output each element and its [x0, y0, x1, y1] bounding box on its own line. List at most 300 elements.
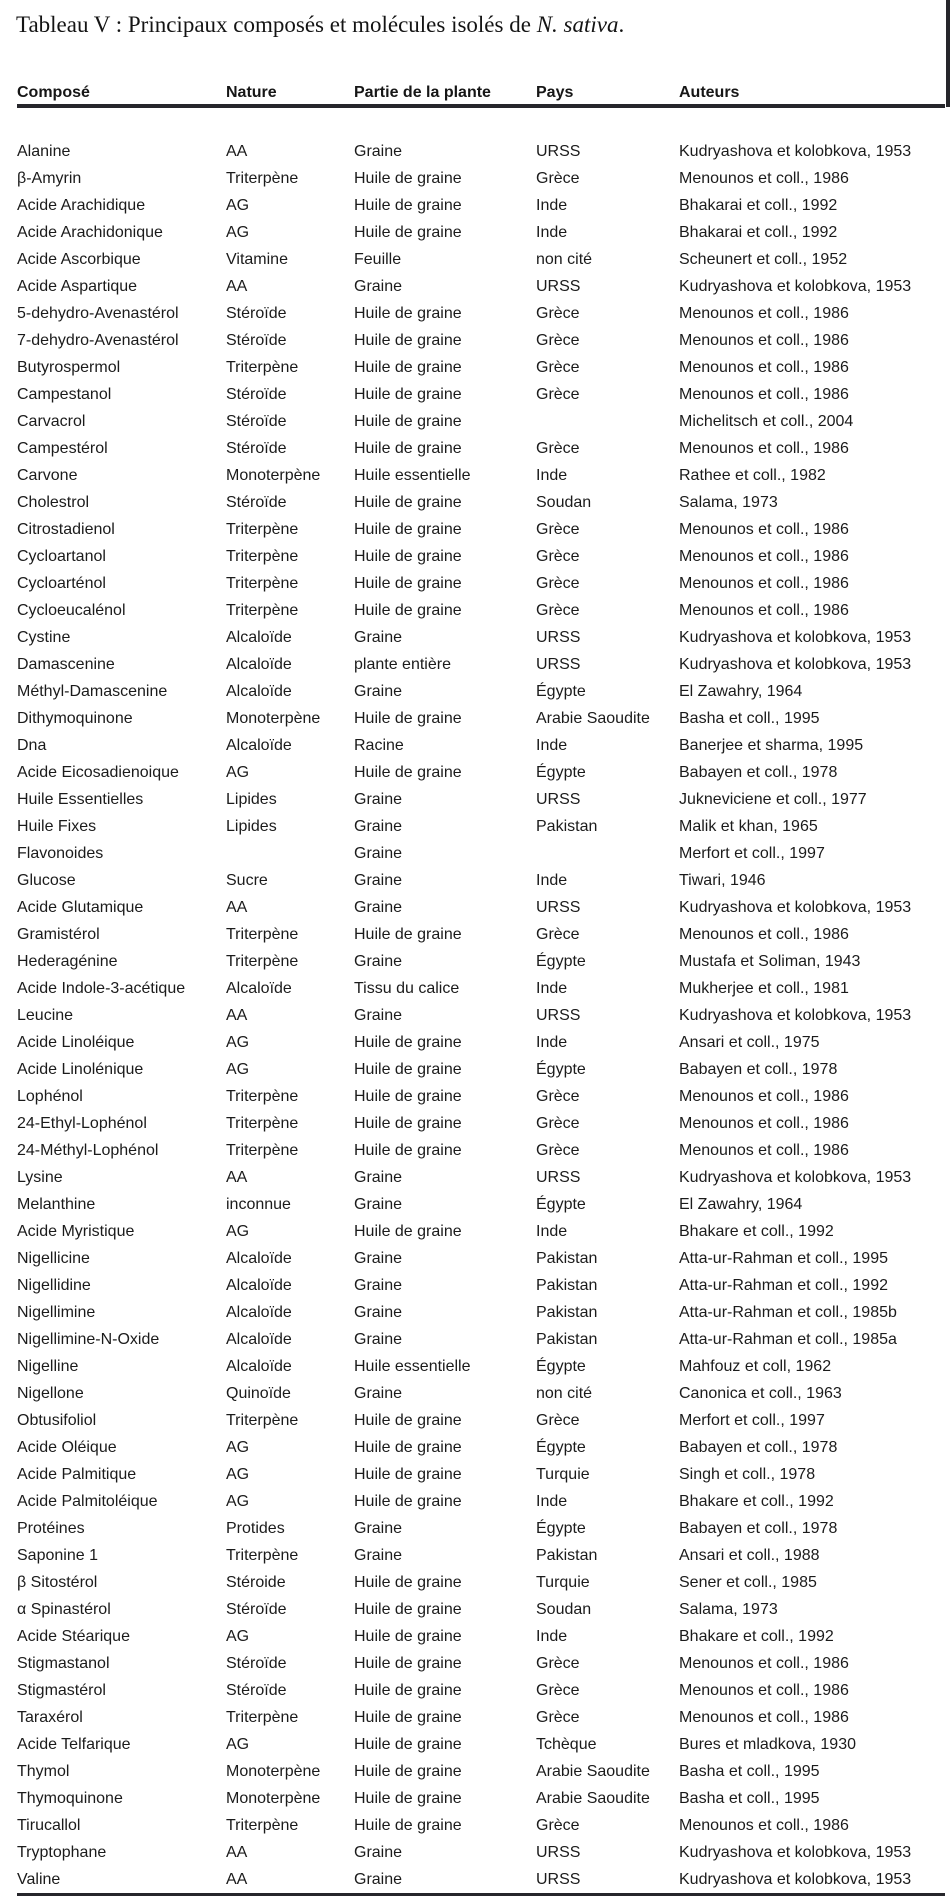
- cell-compose: β-Amyrin: [17, 170, 82, 187]
- cell-compose: Saponine 1: [17, 1547, 98, 1564]
- cell-nature: Triterpène: [226, 1547, 299, 1564]
- cell-nature: Alcaloïde: [226, 1331, 292, 1348]
- cell-partie: Huile de graine: [354, 1223, 462, 1240]
- cell-compose: Lysine: [17, 1169, 63, 1186]
- cell-pays: Pakistan: [536, 1331, 598, 1348]
- cell-auteurs: Jukneviciene et coll., 1977: [679, 791, 867, 808]
- cell-partie: Huile de graine: [354, 1493, 462, 1510]
- cell-partie: Huile de graine: [354, 1817, 462, 1834]
- cell-nature: Stéroide: [226, 1574, 286, 1591]
- cell-partie: Huile de graine: [354, 1439, 462, 1456]
- cell-auteurs: Menounos et coll., 1986: [679, 305, 849, 322]
- cell-compose: Nigellicine: [17, 1250, 90, 1267]
- table-row: [17, 1866, 945, 1893]
- cell-pays: Inde: [536, 467, 568, 484]
- cell-compose: Acide Palmitoléique: [17, 1493, 158, 1510]
- cell-partie: Graine: [354, 953, 403, 970]
- cell-compose: Cycloartanol: [17, 548, 106, 565]
- cell-compose: β Sitostérol: [17, 1574, 98, 1591]
- cell-auteurs: Menounos et coll., 1986: [679, 1709, 849, 1726]
- cell-auteurs: Bhakarai et coll., 1992: [679, 224, 838, 241]
- cell-compose: Stigmastanol: [17, 1655, 110, 1672]
- cell-nature: AA: [226, 278, 248, 295]
- cell-compose: Campestérol: [17, 440, 108, 457]
- cell-compose: Lophénol: [17, 1088, 83, 1105]
- table-row: [17, 1380, 945, 1407]
- cell-compose: Melanthine: [17, 1196, 96, 1213]
- cell-nature: Triterpène: [226, 1142, 299, 1159]
- cell-compose: Butyrospermol: [17, 359, 121, 376]
- table-row: [17, 1758, 945, 1785]
- cell-pays: Inde: [536, 872, 568, 889]
- cell-pays: Grèce: [536, 305, 580, 322]
- cell-pays: URSS: [536, 1007, 581, 1024]
- cell-nature: Stéroïde: [226, 1655, 287, 1672]
- table-row: [17, 1353, 945, 1380]
- table-row: [17, 1542, 945, 1569]
- cell-pays: Égypte: [536, 953, 586, 970]
- table-row: [17, 1137, 945, 1164]
- cell-compose: Acide Myristique: [17, 1223, 135, 1240]
- cell-partie: Huile de graine: [354, 494, 462, 511]
- cell-pays: Grèce: [536, 332, 580, 349]
- cell-auteurs: Menounos et coll., 1986: [679, 1682, 849, 1699]
- cell-compose: Glucose: [17, 872, 76, 889]
- column-header-pays: Pays: [536, 85, 574, 101]
- cell-nature: Alcaloïde: [226, 629, 292, 646]
- table-row: [17, 651, 945, 678]
- cell-compose: Cycloarténol: [17, 575, 106, 592]
- cell-pays: Égypte: [536, 1439, 586, 1456]
- cell-partie: Racine: [354, 737, 404, 754]
- cell-pays: Égypte: [536, 1061, 586, 1078]
- cell-pays: Grèce: [536, 548, 580, 565]
- table-row: [17, 1407, 945, 1434]
- cell-nature: Alcaloïde: [226, 737, 292, 754]
- cell-auteurs: Kudryashova et kolobkova, 1953: [679, 278, 912, 295]
- cell-auteurs: Menounos et coll., 1986: [679, 548, 849, 565]
- cell-auteurs: Menounos et coll., 1986: [679, 170, 849, 187]
- cell-pays: Grèce: [536, 1412, 580, 1429]
- table-row: [17, 1569, 945, 1596]
- cell-compose: α Spinastérol: [17, 1601, 111, 1618]
- table-row: [17, 678, 945, 705]
- cell-compose: 24-Méthyl-Lophénol: [17, 1142, 159, 1159]
- cell-auteurs: El Zawahry, 1964: [679, 683, 803, 700]
- cell-nature: Triterpène: [226, 1088, 299, 1105]
- cell-nature: AA: [226, 1871, 248, 1888]
- cell-partie: Graine: [354, 143, 403, 160]
- cell-pays: Grèce: [536, 1817, 580, 1834]
- cell-pays: Arabie Saoudite: [536, 1790, 650, 1807]
- cell-partie: Huile de graine: [354, 575, 462, 592]
- cell-pays: non cité: [536, 251, 593, 268]
- cell-partie: Huile de graine: [354, 359, 462, 376]
- cell-pays: Grèce: [536, 1088, 580, 1105]
- cell-compose: Acide Eicosadienoique: [17, 764, 179, 781]
- table-row: [17, 273, 945, 300]
- table-row: [17, 1245, 945, 1272]
- cell-partie: Huile de graine: [354, 548, 462, 565]
- cell-pays: Grèce: [536, 359, 580, 376]
- cell-partie: Huile de graine: [354, 170, 462, 187]
- table-row: [17, 1434, 945, 1461]
- cell-pays: Grèce: [536, 1709, 580, 1726]
- cell-auteurs: Banerjee et sharma, 1995: [679, 737, 864, 754]
- cell-pays: Inde: [536, 1223, 568, 1240]
- cell-partie: Huile de graine: [354, 1034, 462, 1051]
- cell-pays: Grèce: [536, 1115, 580, 1132]
- cell-auteurs: Menounos et coll., 1986: [679, 1088, 849, 1105]
- cell-nature: Stéroïde: [226, 332, 287, 349]
- cell-pays: Pakistan: [536, 1547, 598, 1564]
- table-row: [17, 759, 945, 786]
- table-row: [17, 1515, 945, 1542]
- cell-nature: AG: [226, 1466, 250, 1483]
- table-row: [17, 138, 945, 165]
- table-row: [17, 1272, 945, 1299]
- cell-partie: plante entière: [354, 656, 451, 673]
- table-title-species: N. sativa: [536, 12, 619, 37]
- cell-nature: AG: [226, 1736, 250, 1753]
- cell-nature: AG: [226, 224, 250, 241]
- cell-partie: Graine: [354, 1547, 403, 1564]
- cell-nature: Triterpène: [226, 1115, 299, 1132]
- cell-compose: Acide Palmitique: [17, 1466, 137, 1483]
- table-row: [17, 1002, 945, 1029]
- cell-auteurs: Menounos et coll., 1986: [679, 332, 849, 349]
- cell-auteurs: Merfort et coll., 1997: [679, 1412, 825, 1429]
- table-row: [17, 1110, 945, 1137]
- cell-pays: Grèce: [536, 926, 580, 943]
- cell-auteurs: Salama, 1973: [679, 1601, 778, 1618]
- cell-auteurs: Atta-ur-Rahman et coll., 1985b: [679, 1304, 897, 1321]
- cell-compose: Flavonoides: [17, 845, 104, 862]
- cell-partie: Huile essentielle: [354, 1358, 471, 1375]
- cell-partie: Graine: [354, 629, 403, 646]
- cell-compose: Acide Arachidique: [17, 197, 146, 214]
- cell-nature: inconnue: [226, 1196, 291, 1213]
- cell-auteurs: Singh et coll., 1978: [679, 1466, 816, 1483]
- cell-pays: Pakistan: [536, 1277, 598, 1294]
- cell-compose: Nigellimine-N-Oxide: [17, 1331, 160, 1348]
- cell-nature: Triterpène: [226, 170, 299, 187]
- table-row: [17, 489, 945, 516]
- table-row: [17, 1083, 945, 1110]
- cell-partie: Huile de graine: [354, 305, 462, 322]
- cell-compose: Acide Oléique: [17, 1439, 117, 1456]
- cell-partie: Huile de graine: [354, 1088, 462, 1105]
- cell-partie: Huile de graine: [354, 1736, 462, 1753]
- table-row: [17, 1731, 945, 1758]
- cell-pays: Inde: [536, 980, 568, 997]
- cell-auteurs: Malik et khan, 1965: [679, 818, 818, 835]
- cell-auteurs: Menounos et coll., 1986: [679, 575, 849, 592]
- table-row: [17, 1704, 945, 1731]
- cell-nature: AG: [226, 1439, 250, 1456]
- cell-pays: Grèce: [536, 170, 580, 187]
- table-row: [17, 813, 945, 840]
- cell-pays: non cité: [536, 1385, 593, 1402]
- cell-pays: Inde: [536, 1034, 568, 1051]
- cell-pays: Grèce: [536, 575, 580, 592]
- cell-auteurs: Michelitsch et coll., 2004: [679, 413, 854, 430]
- cell-auteurs: Rathee et coll., 1982: [679, 467, 826, 484]
- table-row: [17, 732, 945, 759]
- table-header-row: [17, 85, 945, 108]
- cell-compose: Acide Indole-3-acétique: [17, 980, 186, 997]
- cell-auteurs: Kudryashova et kolobkova, 1953: [679, 1844, 912, 1861]
- cell-compose: Campestanol: [17, 386, 112, 403]
- cell-nature: AG: [226, 764, 250, 781]
- cell-auteurs: El Zawahry, 1964: [679, 1196, 803, 1213]
- cell-compose: Huile Essentielles: [17, 791, 144, 808]
- cell-pays: Grèce: [536, 521, 580, 538]
- table-row: [17, 1812, 945, 1839]
- cell-auteurs: Atta-ur-Rahman et coll., 1995: [679, 1250, 888, 1267]
- cell-auteurs: Mustafa et Soliman, 1943: [679, 953, 861, 970]
- table-row: [17, 1461, 945, 1488]
- cell-auteurs: Menounos et coll., 1986: [679, 359, 849, 376]
- cell-nature: Stéroïde: [226, 386, 287, 403]
- column-header-nature: Nature: [226, 85, 277, 101]
- cell-pays: URSS: [536, 1844, 581, 1861]
- cell-auteurs: Mahfouz et coll, 1962: [679, 1358, 832, 1375]
- cell-compose: 7-dehydro-Avenastérol: [17, 332, 179, 349]
- cell-pays: Inde: [536, 1493, 568, 1510]
- cell-pays: Soudan: [536, 494, 592, 511]
- cell-auteurs: Ansari et coll., 1988: [679, 1547, 820, 1564]
- cell-auteurs: Basha et coll., 1995: [679, 1790, 820, 1807]
- cell-partie: Huile de graine: [354, 197, 462, 214]
- cell-pays: [536, 840, 679, 867]
- cell-partie: Graine: [354, 1520, 403, 1537]
- cell-compose: Acide Aspartique: [17, 278, 138, 295]
- table-row: [17, 1218, 945, 1245]
- cell-partie: Huile de graine: [354, 332, 462, 349]
- table-row: [17, 1650, 945, 1677]
- cell-pays: URSS: [536, 629, 581, 646]
- table-row: [17, 1191, 945, 1218]
- cell-auteurs: Tiwari, 1946: [679, 872, 766, 889]
- cell-compose: Valine: [17, 1871, 61, 1888]
- cell-pays: Tchèque: [536, 1736, 597, 1753]
- cell-pays: URSS: [536, 143, 581, 160]
- cell-partie: Huile de graine: [354, 1142, 462, 1159]
- cell-nature: Monoterpène: [226, 467, 321, 484]
- cell-partie: Graine: [354, 278, 403, 295]
- cell-nature: AA: [226, 899, 248, 916]
- table-row: [17, 1623, 945, 1650]
- table-row: [17, 975, 945, 1002]
- cell-auteurs: Kudryashova et kolobkova, 1953: [679, 1169, 912, 1186]
- cell-nature: Triterpène: [226, 953, 299, 970]
- cell-pays: Grèce: [536, 1655, 580, 1672]
- cell-compose: Nigellimine: [17, 1304, 96, 1321]
- table-row: [17, 948, 945, 975]
- cell-compose: Carvone: [17, 467, 78, 484]
- cell-partie: Huile de graine: [354, 1574, 462, 1591]
- table-row: [17, 165, 945, 192]
- cell-compose: Citrostadienol: [17, 521, 115, 538]
- cell-auteurs: Menounos et coll., 1986: [679, 1817, 849, 1834]
- cell-compose: Nigellone: [17, 1385, 84, 1402]
- cell-auteurs: Kudryashova et kolobkova, 1953: [679, 1007, 912, 1024]
- table-row: [17, 570, 945, 597]
- cell-compose: Cycloeucalénol: [17, 602, 126, 619]
- table-row: [17, 786, 945, 813]
- table-row: [17, 1785, 945, 1812]
- table-row: [17, 1029, 945, 1056]
- table-row: [17, 705, 945, 732]
- table-row: [17, 1056, 945, 1083]
- cell-pays: Arabie Saoudite: [536, 710, 650, 727]
- cell-partie: Graine: [354, 1844, 403, 1861]
- cell-pays: Inde: [536, 1628, 568, 1645]
- page-edge-line: [946, 0, 950, 107]
- cell-nature: [226, 840, 354, 867]
- cell-auteurs: Ansari et coll., 1975: [679, 1034, 820, 1051]
- table-row: [17, 300, 945, 327]
- cell-compose: Leucine: [17, 1007, 74, 1024]
- cell-pays: Égypte: [536, 764, 586, 781]
- cell-compose: Alanine: [17, 143, 71, 160]
- column-header-partie: Partie de la plante: [354, 85, 491, 101]
- cell-auteurs: Bhakare et coll., 1992: [679, 1628, 834, 1645]
- cell-partie: Huile de graine: [354, 602, 462, 619]
- cell-pays: Arabie Saoudite: [536, 1763, 650, 1780]
- cell-compose: Dithymoquinone: [17, 710, 133, 727]
- cell-partie: Huile de graine: [354, 1061, 462, 1078]
- cell-auteurs: Bures et mladkova, 1930: [679, 1736, 856, 1753]
- cell-pays: Soudan: [536, 1601, 592, 1618]
- cell-pays: [536, 408, 679, 435]
- cell-auteurs: Babayen et coll., 1978: [679, 1520, 838, 1537]
- cell-nature: Vitamine: [226, 251, 288, 268]
- column-header-compose: Composé: [17, 85, 90, 101]
- cell-nature: AA: [226, 1844, 248, 1861]
- cell-partie: Feuille: [354, 251, 402, 268]
- cell-partie: Graine: [354, 1304, 403, 1321]
- cell-nature: Stéroïde: [226, 1601, 287, 1618]
- cell-compose: Dna: [17, 737, 47, 754]
- cell-partie: Graine: [354, 791, 403, 808]
- cell-pays: Inde: [536, 737, 568, 754]
- cell-compose: Huile Fixes: [17, 818, 97, 835]
- cell-compose: Nigelline: [17, 1358, 79, 1375]
- cell-nature: Alcaloïde: [226, 1277, 292, 1294]
- cell-nature: Stéroïde: [226, 305, 287, 322]
- cell-auteurs: Scheunert et coll., 1952: [679, 251, 848, 268]
- cell-compose: Taraxérol: [17, 1709, 83, 1726]
- cell-compose: Damascenine: [17, 656, 115, 673]
- cell-partie: Graine: [354, 818, 403, 835]
- cell-auteurs: Kudryashova et kolobkova, 1953: [679, 629, 912, 646]
- cell-nature: AG: [226, 1061, 250, 1078]
- column-header-auteurs: Auteurs: [679, 85, 740, 101]
- cell-partie: Graine: [354, 683, 403, 700]
- cell-auteurs: Bhakare et coll., 1992: [679, 1493, 834, 1510]
- cell-compose: Acide Glutamique: [17, 899, 144, 916]
- cell-partie: Huile essentielle: [354, 467, 471, 484]
- cell-nature: Alcaloïde: [226, 1304, 292, 1321]
- cell-compose: Tryptophane: [17, 1844, 107, 1861]
- cell-auteurs: Basha et coll., 1995: [679, 1763, 820, 1780]
- cell-nature: Triterpène: [226, 1412, 299, 1429]
- cell-nature: AG: [226, 1034, 250, 1051]
- cell-compose: Carvacrol: [17, 413, 86, 430]
- table-row: [17, 219, 945, 246]
- cell-auteurs: Menounos et coll., 1986: [679, 521, 849, 538]
- cell-pays: URSS: [536, 278, 581, 295]
- cell-compose: Gramistérol: [17, 926, 100, 943]
- cell-nature: Alcaloïde: [226, 656, 292, 673]
- table-row: [17, 867, 945, 894]
- cell-nature: AG: [226, 1493, 250, 1510]
- cell-nature: Monoterpène: [226, 1763, 321, 1780]
- cell-nature: Quinoïde: [226, 1385, 291, 1402]
- cell-partie: Graine: [354, 1385, 403, 1402]
- cell-auteurs: Atta-ur-Rahman et coll., 1985a: [679, 1331, 897, 1348]
- cell-compose: Thymol: [17, 1763, 70, 1780]
- cell-partie: Huile de graine: [354, 1601, 462, 1618]
- cell-auteurs: Bhakarai et coll., 1992: [679, 197, 838, 214]
- cell-nature: AA: [226, 143, 248, 160]
- cell-auteurs: Kudryashova et kolobkova, 1953: [679, 899, 912, 916]
- cell-pays: Égypte: [536, 1520, 586, 1537]
- table-row: [17, 1488, 945, 1515]
- cell-auteurs: Menounos et coll., 1986: [679, 602, 849, 619]
- cell-nature: Alcaloïde: [226, 683, 292, 700]
- cell-pays: Grèce: [536, 1142, 580, 1159]
- cell-partie: Huile de graine: [354, 1763, 462, 1780]
- cell-compose: Cholestrol: [17, 494, 90, 511]
- cell-pays: Égypte: [536, 683, 586, 700]
- table-row: [17, 516, 945, 543]
- cell-auteurs: Atta-ur-Rahman et coll., 1992: [679, 1277, 888, 1294]
- cell-partie: Huile de graine: [354, 521, 462, 538]
- cell-partie: Graine: [354, 1871, 403, 1888]
- cell-nature: Protides: [226, 1520, 285, 1537]
- table-body: [17, 138, 945, 1896]
- table-row: [17, 597, 945, 624]
- cell-partie: Huile de graine: [354, 1790, 462, 1807]
- table-row: [17, 1326, 945, 1353]
- table-row: [17, 840, 945, 867]
- cell-pays: Pakistan: [536, 818, 598, 835]
- cell-pays: Inde: [536, 197, 568, 214]
- table-row: [17, 921, 945, 948]
- cell-partie: Graine: [354, 1331, 403, 1348]
- cell-nature: AA: [226, 1169, 248, 1186]
- cell-partie: Huile de graine: [354, 1655, 462, 1672]
- cell-partie: Tissu du calice: [354, 980, 460, 997]
- cell-pays: URSS: [536, 1871, 581, 1888]
- cell-compose: Acide Ascorbique: [17, 251, 141, 268]
- table-row: [17, 435, 945, 462]
- cell-auteurs: Sener et coll., 1985: [679, 1574, 817, 1591]
- cell-nature: Alcaloïde: [226, 980, 292, 997]
- cell-nature: AG: [226, 197, 250, 214]
- cell-compose: 24-Ethyl-Lophénol: [17, 1115, 147, 1132]
- cell-partie: Graine: [354, 1169, 403, 1186]
- cell-nature: Lipides: [226, 791, 277, 808]
- table-row: [17, 246, 945, 273]
- cell-partie: Graine: [354, 1250, 403, 1267]
- cell-nature: Stéroïde: [226, 440, 287, 457]
- cell-partie: Graine: [354, 1277, 403, 1294]
- table-row: [17, 1299, 945, 1326]
